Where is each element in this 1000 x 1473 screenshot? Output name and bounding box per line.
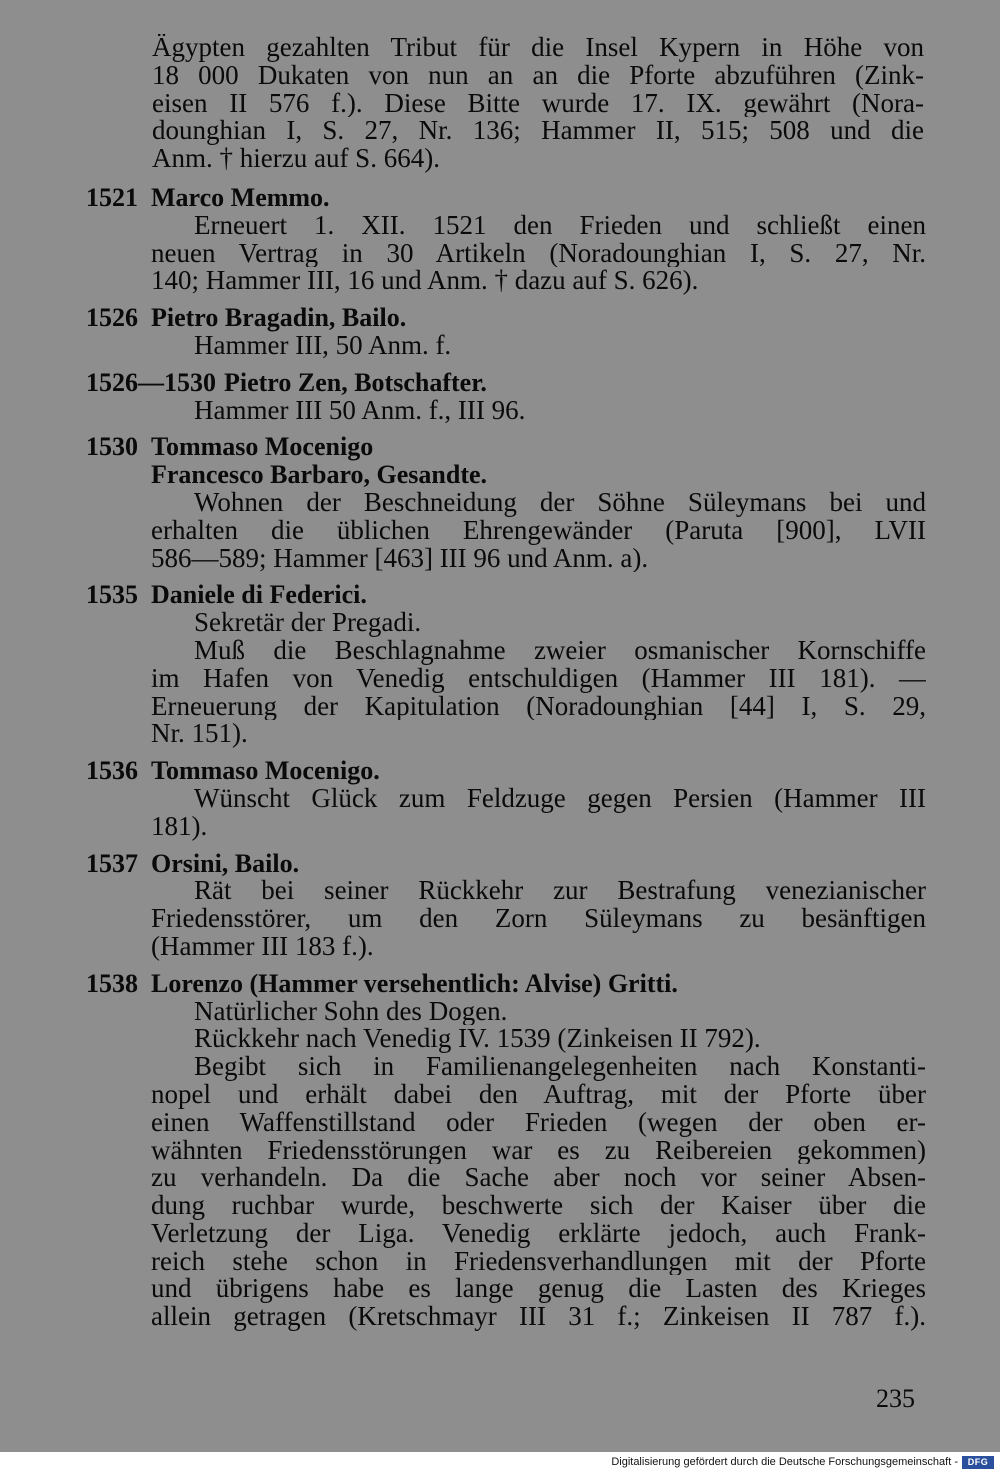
- intro-line: 18 000 Dukaten von nun an an die Pforte abzuführen (Zink-: [152, 61, 924, 90]
- entry-text-line: Rät bei seiner Rückkehr zur Bestrafung venezianischer: [194, 877, 926, 906]
- entry-1537: [86, 850, 926, 961]
- page-number: 235: [876, 1384, 915, 1413]
- entry-year: 1526—1530: [86, 368, 216, 397]
- entry-text-line: Hammer III 50 Anm. f., III 96.: [194, 396, 526, 425]
- entry-name: Daniele di Federici.: [151, 581, 367, 610]
- entry-1536: [86, 757, 926, 840]
- entry-name: Orsini, Bailo.: [151, 849, 300, 878]
- entry-year: 1526: [86, 304, 138, 332]
- entry-text-line: einen Waffenstillstand oder Frieden (wegen der oben er-: [151, 1108, 926, 1137]
- entry-name: Pietro Zen, Botschafter.: [224, 368, 487, 397]
- entry-text-line: Erneuerung der Kapitulation (Noradounghian [44] I, S. 29,: [151, 692, 926, 721]
- entry-text-line: 140; Hammer III, 16 und Anm. † dazu auf S. 626).: [151, 267, 699, 296]
- intro-paragraph: [152, 34, 924, 173]
- entry-list: [86, 184, 926, 1340]
- entry-1526—1530: [86, 369, 926, 425]
- entry-text-line: Muß die Beschlagnahme zweier osmanischer Kornschiffe: [194, 636, 926, 665]
- footer-credit: Digitalisierung gefördert durch die Deutsche Forschungsgemeinschaft -: [611, 1456, 958, 1468]
- entry-text-line: Erneuert 1. XII. 1521 den Frieden und schließt einen: [194, 211, 926, 240]
- entry-text-line: Nr. 151).: [151, 720, 248, 749]
- entry-year: 1538: [86, 969, 138, 998]
- entry-1535: [86, 581, 926, 748]
- entry-year: 1521: [86, 184, 138, 212]
- entry-text-line: Wohnen der Beschneidung der Söhne Süleymans bei und: [194, 488, 926, 517]
- entry-heading: [86, 850, 926, 878]
- entry-year: 1535: [86, 581, 138, 610]
- entry-year: 1537: [86, 849, 138, 878]
- entry-heading: [86, 757, 926, 785]
- intro-line: Ägypten gezahlten Tribut für die Insel Kypern in Höhe von: [152, 34, 924, 62]
- intro-line: eisen II 576 f.). Diese Bitte wurde 17. IX. gewährt (Nora-: [152, 89, 924, 118]
- entry-heading: [86, 581, 926, 609]
- entry-text-line: Wünscht Glück zum Feldzuge gegen Persien (Hammer III: [194, 784, 926, 813]
- entry-text-line: Begibt sich in Familienangelegenheiten nach Konstanti-: [194, 1053, 926, 1081]
- entry-text-line: nopel und erhält dabei den Auftrag, mit der Pforte über: [151, 1080, 926, 1109]
- entry-text-line: 586—589; Hammer [463] III 96 und Anm. a).: [151, 544, 649, 573]
- footer-bar: [0, 1452, 1000, 1473]
- entry-text-line: Sekretär der Pregadi.: [194, 609, 422, 637]
- entry-text-line: neuen Vertrag in 30 Artikeln (Noradounghian I, S. 27, Nr.: [151, 239, 926, 268]
- entry-text-line: Verletzung der Liga. Venedig erklärte jedoch, auch Frank-: [151, 1219, 926, 1248]
- entry-text-line: erhalten die üblichen Ehrengewänder (Paruta [900], LVII: [151, 516, 926, 545]
- entry-text-line: Rückkehr nach Venedig IV. 1539 (Zinkeisen II 792).: [194, 1025, 761, 1054]
- entry-text-line: wähnten Friedensstörungen war es zu Reibereien gekommen): [151, 1136, 926, 1165]
- entry-1526: [86, 304, 926, 360]
- entry-heading: [86, 304, 926, 332]
- entry-1521: [86, 184, 926, 295]
- entry-text-line: 181).: [151, 812, 208, 841]
- entry-heading: [86, 184, 926, 212]
- entry-text-line: reich stehe schon in Friedensverhandlungen mit der Pforte: [151, 1247, 926, 1276]
- entry-heading: [86, 970, 926, 998]
- entry-1530: [86, 433, 926, 572]
- entry-year: 1530: [86, 433, 138, 462]
- entry-name: Tommaso Mocenigo: [151, 433, 374, 462]
- entry-heading: [86, 369, 926, 397]
- entry-text-line: Natürlicher Sohn des Dogen.: [194, 997, 508, 1026]
- entry-heading: [86, 433, 926, 461]
- entry-text-line: Friedensstörer, um den Zorn Süleymans zu besänftigen: [151, 905, 926, 933]
- entry-1538: [86, 970, 926, 1331]
- entry-text-line: Hammer III, 50 Anm. f.: [194, 331, 452, 360]
- entry-text-line: dung ruchbar wurde, beschwerte sich der Kaiser über die: [151, 1192, 926, 1220]
- intro-line: Anm. † hierzu auf S. 664).: [152, 145, 440, 173]
- entry-name: Pietro Bragadin, Bailo.: [151, 304, 407, 332]
- entry-text-line: und übrigens habe es lange genug die Lasten des Krieges: [151, 1275, 926, 1304]
- entry-year: 1536: [86, 757, 138, 785]
- entry-text-line: (Hammer III 183 f.).: [151, 932, 374, 961]
- entry-text-line: im Hafen von Venedig entschuldigen (Hammer III 181). —: [151, 664, 926, 693]
- entry-secondary-name: Francesco Barbaro, Gesandte.: [151, 461, 488, 489]
- entry-text-line: allein getragen (Kretschmayr III 31 f.; Zinkeisen II 787 f.).: [151, 1303, 926, 1332]
- dfg-logo: DFG: [962, 1456, 994, 1469]
- intro-line: dounghian I, S. 27, Nr. 136; Hammer II, 515; 508 und die: [152, 117, 924, 146]
- entry-name: Lorenzo (Hammer versehentlich: Alvise) Gritti.: [151, 969, 678, 998]
- entry-name: Marco Memmo.: [151, 184, 330, 212]
- entry-name: Tommaso Mocenigo.: [151, 757, 380, 785]
- entry-text-line: zu verhandeln. Da die Sache aber noch vor seiner Absen-: [151, 1164, 926, 1193]
